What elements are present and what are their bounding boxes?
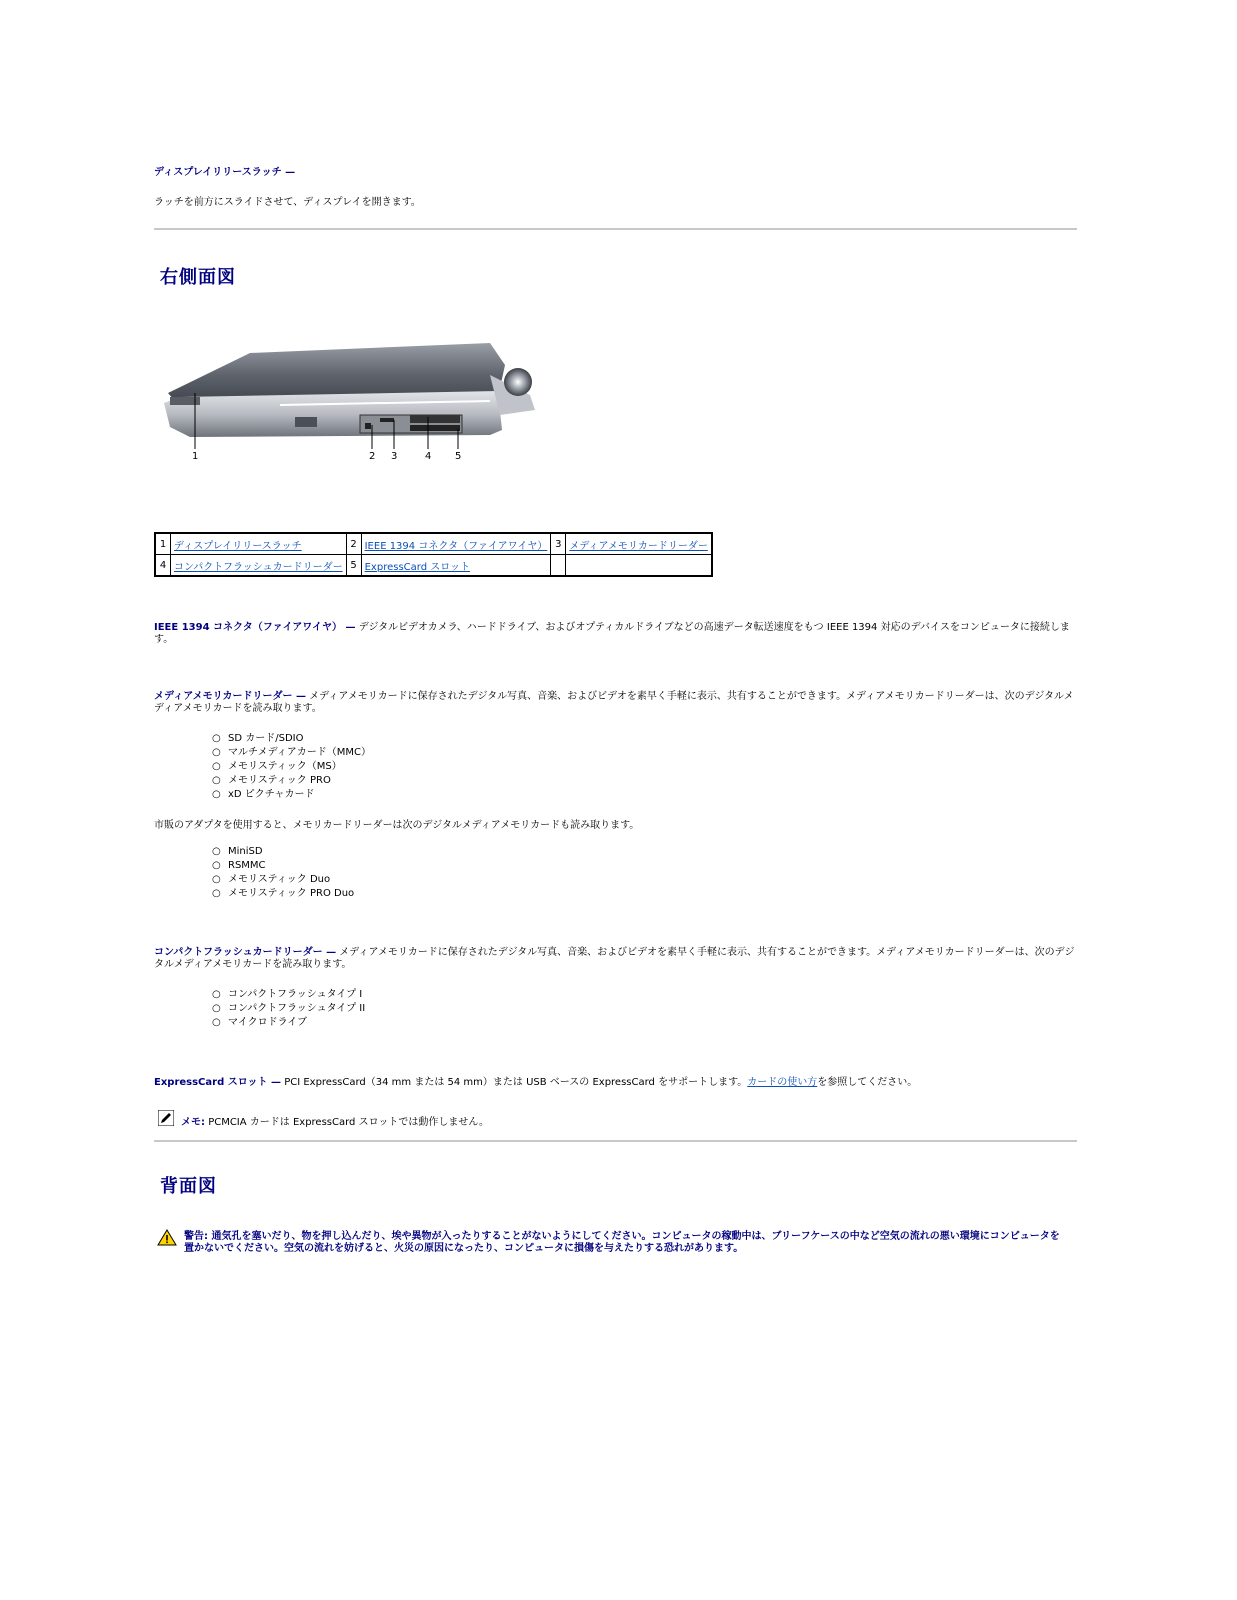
table-row: [155, 555, 712, 577]
note-text: PCMCIA カードは ExpressCard スロットでは動作しません。: [208, 1117, 489, 1128]
legend-num: 5: [346, 555, 361, 577]
laptop-right-side-image: [160, 335, 540, 470]
adapter-text: 市販のアダプタを使用すると、メモリカードリーダーは次のデジタルメディアメモリカードも読み取ります。: [154, 820, 640, 831]
media-card-list: [212, 732, 371, 802]
callout-legend-table: [154, 532, 713, 577]
cf-reader-paragraph: [154, 947, 1077, 971]
media-reader-term: メディアメモリカードリーダー —: [154, 691, 306, 702]
display-latch-term: ディスプレイリリースラッチ —: [154, 167, 296, 178]
legend-link-media-reader[interactable]: メディアメモリカードリーダー: [566, 533, 712, 555]
section-divider: [154, 228, 1077, 230]
list-item: ○ SD カード/SDIO: [212, 733, 304, 744]
list-item: ○ マルチメディアカード（MMC）: [212, 747, 371, 758]
list-item: ○ MiniSD: [212, 846, 263, 857]
legend-link-expresscard[interactable]: ExpressCard スロット: [361, 555, 551, 577]
callout-3: 3: [391, 451, 398, 462]
card-usage-link[interactable]: カードの使い方: [747, 1077, 818, 1088]
callout-5: 5: [455, 451, 462, 462]
list-item: ○ メモリスティック Duo: [212, 874, 331, 885]
expresscard-desc-after: を参照してください。: [817, 1077, 918, 1088]
list-item: ○ メモリスティック PRO Duo: [212, 888, 355, 899]
note-line: [181, 1113, 489, 1128]
media-reader-desc: メディアメモリカードに保存されたデジタル写真、音楽、およびビデオを素早く手軽に表示、共有することができます。メディアメモリカードリーダーは、次のデジタルメディアメモリカードを読み取ります。: [154, 691, 1074, 714]
callout-1: 1: [192, 451, 199, 462]
warning-paragraph: [184, 1231, 1064, 1255]
ieee1394-paragraph: [154, 622, 1077, 646]
display-latch-desc: ラッチを前方にスライドさせて、ディスプレイを開きます。: [154, 197, 421, 208]
expresscard-term: ExpressCard スロット —: [154, 1077, 281, 1088]
list-item: ○ マイクロドライブ: [212, 1017, 307, 1028]
right-view-heading: 右側面図: [160, 267, 236, 288]
list-item: ○ コンパクトフラッシュタイプ I: [212, 989, 363, 1000]
list-item: ○ xD ピクチャカード: [212, 789, 315, 800]
ieee1394-desc: デジタルビデオカメラ、ハードドライブ、およびオプティカルドライブなどの高速データ転送速度をもつ IEEE 1394 対応のデバイスをコンピュータに接続します。: [154, 622, 1070, 645]
legend-num: 3: [551, 533, 566, 555]
table-row: [155, 533, 712, 555]
legend-num: 2: [346, 533, 361, 555]
legend-num: 4: [155, 555, 171, 577]
legend-num: 1: [155, 533, 171, 555]
list-item: ○ メモリスティック（MS）: [212, 761, 342, 772]
list-item: ○ コンパクトフラッシュタイプ II: [212, 1003, 366, 1014]
back-view-heading: 背面図: [160, 1176, 217, 1197]
expresscard-paragraph: [154, 1077, 1077, 1089]
warning-triangle-icon: [157, 1229, 177, 1246]
warning-text: 通気孔を塞いだり、物を押し込んだり、埃や異物が入ったりすることがないようにしてください。コンピュータの稼動中は、ブリーフケースの中など空気の流れの悪い環境にコンピュータを置かないでください。空気の流れを妨げると、火災の原因になったり、コンピュータに損傷を与えたりする恐れがあります。: [184, 1231, 1060, 1254]
legend-link-ieee1394[interactable]: IEEE 1394 コネクタ（ファイアワイヤ）: [361, 533, 551, 555]
section-divider: [154, 1140, 1077, 1142]
cf-reader-term: コンパクトフラッシュカードリーダー —: [154, 947, 337, 958]
expresscard-desc: PCI ExpressCard（34 mm または 54 mm）または USB ベースの ExpressCard をサポートします。: [284, 1077, 748, 1088]
list-item: ○ メモリスティック PRO: [212, 775, 331, 786]
adapter-card-list: [212, 845, 354, 901]
warning-label: 警告:: [184, 1231, 208, 1242]
cf-card-list: [212, 988, 365, 1030]
note-pencil-icon: [158, 1110, 174, 1126]
note-label: メモ:: [181, 1117, 205, 1128]
callout-4: 4: [425, 451, 432, 462]
media-reader-paragraph: [154, 691, 1077, 715]
legend-link-display-latch[interactable]: ディスプレイリリースラッチ: [171, 533, 347, 555]
ieee1394-term: IEEE 1394 コネクタ（ファイアワイヤ） —: [154, 622, 356, 633]
cf-reader-desc: メディアメモリカードに保存されたデジタル写真、音楽、およびビデオを素早く手軽に表示、共有することができます。メディアメモリカードリーダーは、次のデジタルメディアメモリカードを読み取ります。: [154, 947, 1075, 970]
legend-empty-cell: [566, 555, 712, 577]
legend-link-cf-reader[interactable]: コンパクトフラッシュカードリーダー: [171, 555, 347, 577]
callout-2: 2: [369, 451, 376, 462]
legend-empty-cell: [551, 555, 566, 577]
list-item: ○ RSMMC: [212, 860, 266, 871]
